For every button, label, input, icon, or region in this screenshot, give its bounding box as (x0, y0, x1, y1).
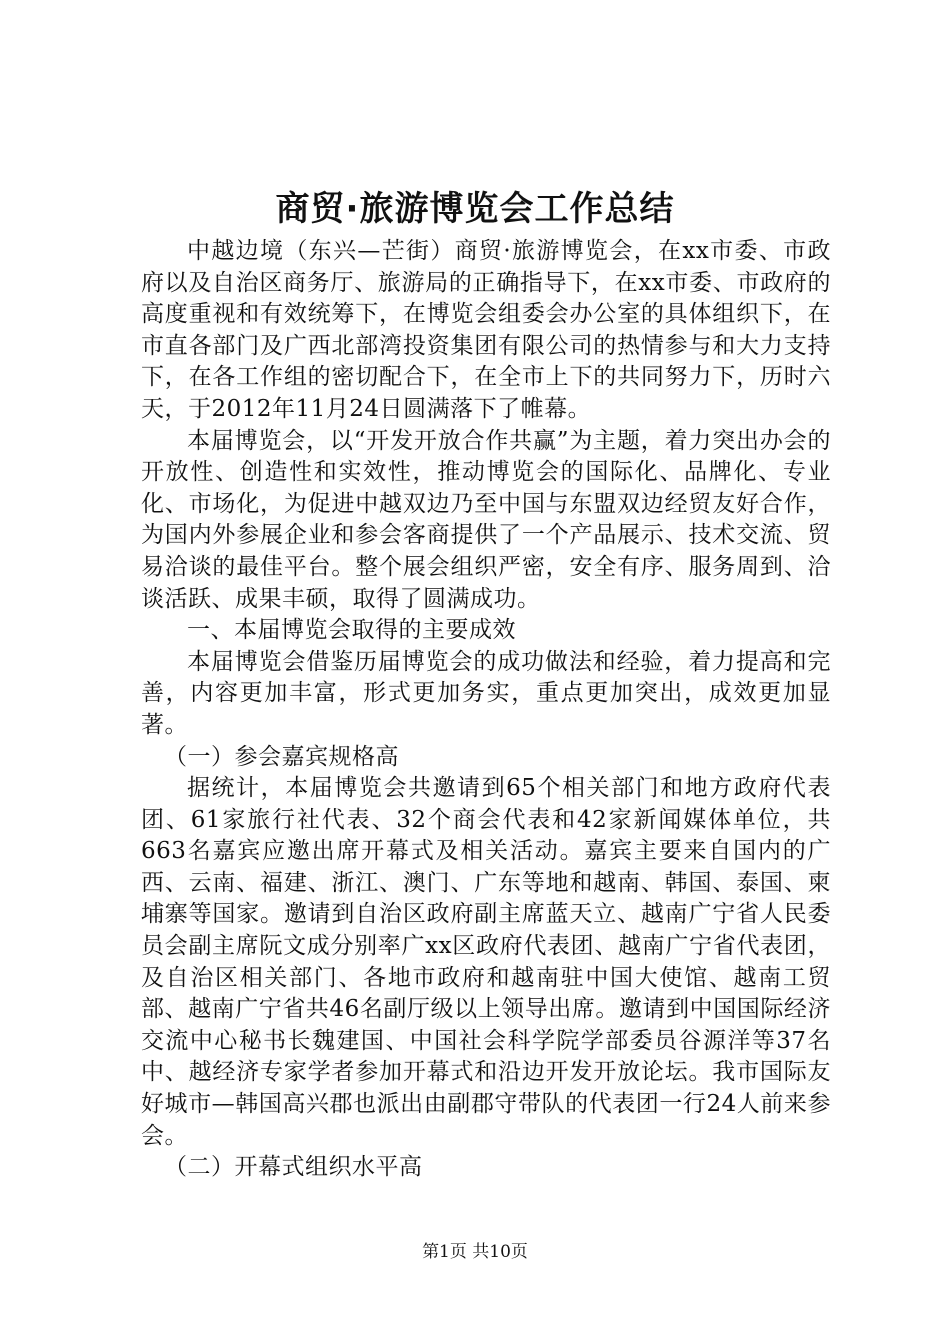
paragraph-results-summary: 本届博览会借鉴历届博览会的成功做法和经验，着力提高和完善，内容更加丰富，形式更加务实，重点更加突出，成效更加显著。 (141, 648, 831, 738)
paragraph-guest-statistics: 据统计，本届博览会共邀请到65个相关部门和地方政府代表团、61家旅行社代表、32个商会代表和42家新闻媒体单位，共663名嘉宾应邀出席开幕式及相关活动。嘉宾主要来自国内的广西、云南、福建、浙江、澳门、广东等地和越南、韩国、泰国、柬埔寨等国家。邀请到自治区政府副主席蓝天立、越南广宁省人民委员会副主席阮文成分别率广xx区政府代表团、越南广宁省代表团，及自治区相关部门、各地市政府和越南驻中国大使馆、越南工贸部、越南广宁省共46名副厅级以上领导出席。邀请到中国国际经济交流中心秘书长魏建国、中国社会科学院学部委员谷源洋等37名中、越经济专家学者参加开幕式和沿边开发开放论坛。我市国际友好城市—韩国高兴郡也派出由副郡守带队的代表团一行24人前来参会。 (141, 775, 831, 1149)
document-title: 商贸·旅游博览会工作总结 (275, 189, 675, 229)
paragraph-theme: 本届博览会，以“开发开放合作共赢”为主题，着力突出办会的开放性、创造性和实效性，推动博览会的国际化、品牌化、专业化、市场化，为促进中越双边乃至中国与东盟双边经贸友好合作，为国内外参展企业和参会客商提供了一个产品展示、技术交流、贸易洽谈的最佳平台。整个展会组织严密，安全有序、服务周到、洽谈活跃、成果丰硕，取得了圆满成功。 (141, 427, 831, 612)
page-number-footer: 第1页 共10页 (422, 1242, 528, 1262)
paragraph-intro: 中越边境（东兴—芒街）商贸·旅游博览会，在xx市委、市政府以及自治区商务厅、旅游局的正确指导下，在xx市委、市政府的高度重视和有效统筹下，在博览会组委会办公室的具体组织下，在市直各部门及广西北部湾投资集团有限公司的热情参与和大力支持下，在各工作组的密切配合下，在全市上下的共同努力下，历时六天，于2012年11月24日圆满落下了帷幕。 (141, 238, 831, 422)
subsection-heading-opening-ceremony: （二）开幕式组织水平高 (164, 1154, 423, 1181)
section-heading-main-results: 一、本届博览会取得的主要成效 (187, 617, 516, 644)
subsection-heading-guests: （一）参会嘉宾规格高 (164, 743, 399, 770)
document-body (141, 236, 831, 1184)
